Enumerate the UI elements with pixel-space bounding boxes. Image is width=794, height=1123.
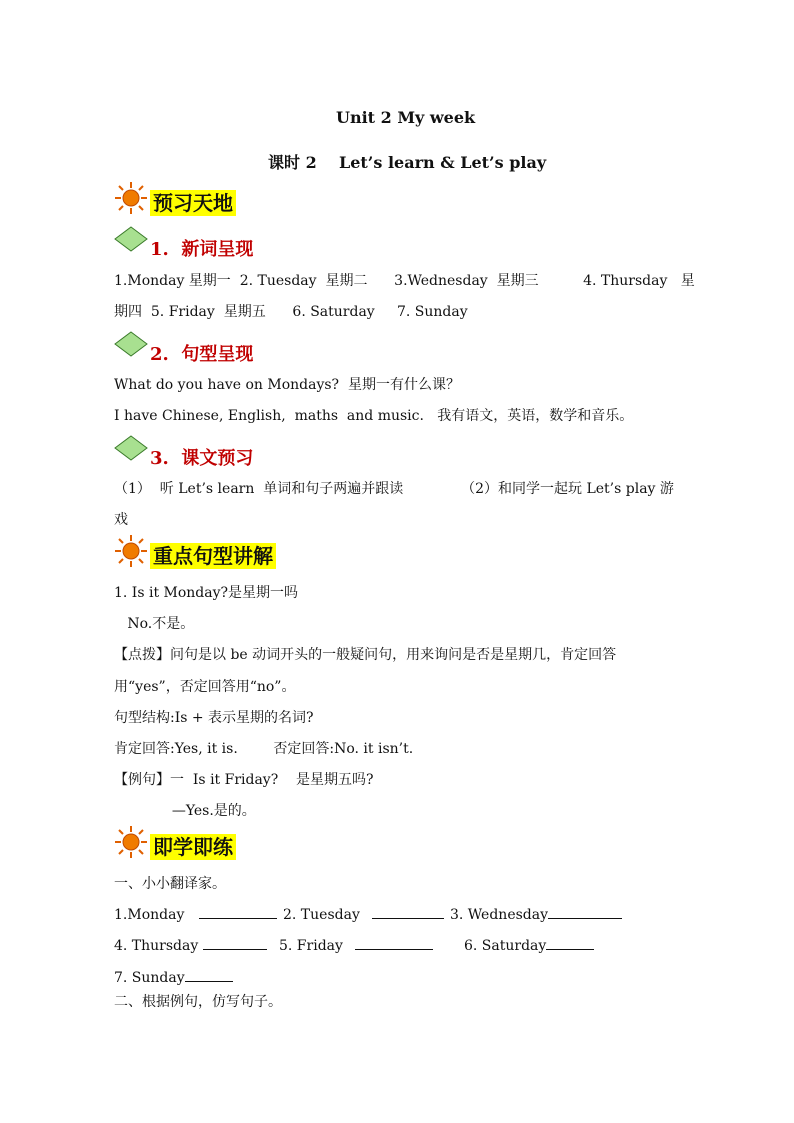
key-line: 【点拨】问句是以 be 动词开头的一般疑问句，用来询问是否是星期几，肯定回答 bbox=[114, 647, 617, 663]
section-heading-key-sentences: 重点句型讲解 bbox=[150, 543, 276, 569]
key-line: —Yes.是的。 bbox=[114, 803, 256, 819]
key-line: 1. Is it Monday?是星期一吗 bbox=[114, 585, 299, 601]
translate-item-label: 2. Tuesday bbox=[283, 907, 360, 923]
diamond-icon bbox=[114, 226, 148, 252]
lesson-subtitle: 课时 2 Let’s learn & Let’s play bbox=[268, 153, 547, 172]
section-heading-practice: 即学即练 bbox=[150, 834, 236, 860]
diamond-icon bbox=[114, 331, 148, 357]
translate-item bbox=[464, 935, 594, 954]
translate-item bbox=[114, 904, 277, 923]
key-line: 肯定回答:Yes, it is. 否定回答:No. it isn’t. bbox=[114, 741, 414, 757]
exercise-part-2: 二、根据例句，仿写句子。 bbox=[114, 994, 282, 1010]
section-heading-preview: 预习天地 bbox=[150, 190, 236, 216]
diamond-icon bbox=[114, 435, 148, 461]
page-title: Unit 2 My week bbox=[336, 108, 476, 127]
sun-icon bbox=[114, 534, 148, 568]
key-line: 句型结构:Is + 表示星期的名词? bbox=[114, 710, 314, 726]
translate-item-label: 3. Wednesday bbox=[450, 907, 549, 923]
key-line: No.不是。 bbox=[114, 616, 195, 632]
translate-item bbox=[114, 967, 233, 986]
text-preview-line-1: （1） 听 Let’s learn 单词和句子两遍并跟读 （2）和同学一起玩 Let’s play 游 bbox=[114, 481, 674, 497]
key-line: 【例句】一 Is it Friday? 是星期五吗? bbox=[114, 772, 374, 788]
answer-blank[interactable] bbox=[546, 935, 594, 950]
translate-item-label: 6. Saturday bbox=[464, 938, 547, 954]
answer-blank[interactable] bbox=[203, 935, 267, 950]
exercise-part-1: 一、小小翻译家。 bbox=[114, 876, 226, 892]
new-words-line-1: 1.Monday 星期一 2. Tuesday 星期二 3.Wednesday 星期三 4. Thursday 星 bbox=[114, 273, 695, 289]
translate-item-label: 5. Friday bbox=[279, 938, 343, 954]
translate-item-label: 4. Thursday bbox=[114, 938, 199, 954]
sub-heading-text-preview: 3. 课文预习 bbox=[150, 448, 254, 469]
sun-icon bbox=[114, 825, 148, 859]
sub-heading-sentences: 2. 句型呈现 bbox=[150, 344, 254, 365]
sub-heading-new-words: 1. 新词呈现 bbox=[150, 239, 254, 260]
answer-blank[interactable] bbox=[355, 935, 433, 950]
key-line: 用“yes”，否定回答用“no”。 bbox=[114, 679, 296, 695]
translate-item bbox=[114, 935, 267, 954]
answer-blank[interactable] bbox=[548, 904, 622, 919]
new-words-line-2: 期四 5. Friday 星期五 6. Saturday 7. Sunday bbox=[114, 304, 468, 320]
sentence-line-2: I have Chinese, English, maths and music. 我有语文，英语，数学和音乐。 bbox=[114, 408, 634, 424]
text-preview-line-2: 戏 bbox=[114, 512, 128, 528]
answer-blank[interactable] bbox=[185, 967, 233, 982]
sentence-line-1: What do you have on Mondays? 星期一有什么课？ bbox=[114, 377, 460, 393]
translate-item-label: 1.Monday bbox=[114, 907, 185, 923]
translate-item bbox=[450, 904, 622, 923]
translate-item-label: 7. Sunday bbox=[114, 970, 185, 986]
translate-item bbox=[283, 904, 444, 923]
answer-blank[interactable] bbox=[372, 904, 444, 919]
sun-icon bbox=[114, 181, 148, 215]
answer-blank[interactable] bbox=[199, 904, 277, 919]
translate-item bbox=[279, 935, 433, 954]
